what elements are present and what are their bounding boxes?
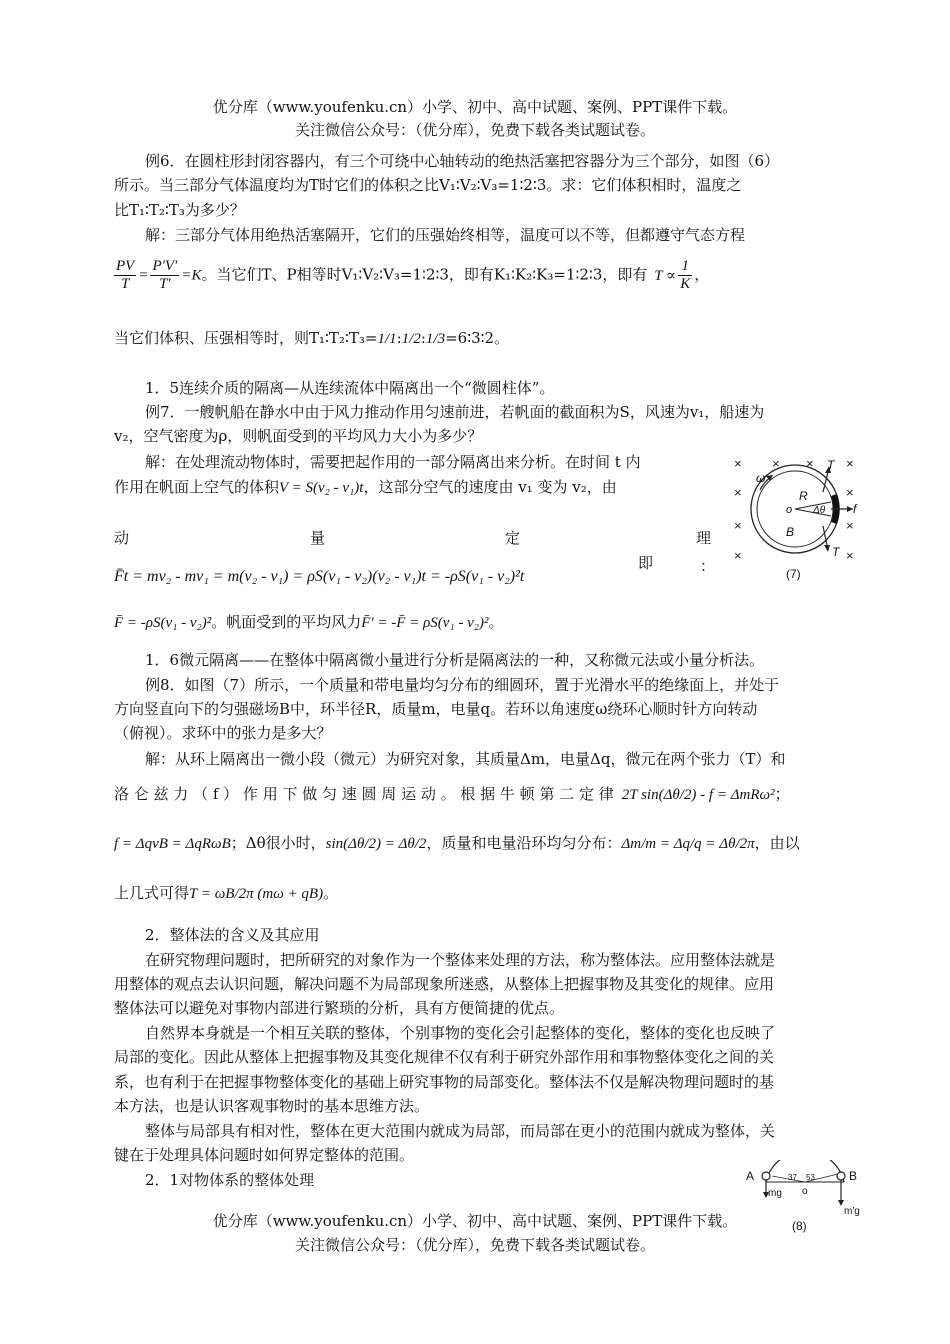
sec-1-5-title: 1．5连续介质的隔离—从连续流体中隔离出一个“微圆柱体”。 [145,379,555,397]
sec2-p3-2: 键在于处理具体问题时如何界定整体的范围。 [114,1146,415,1164]
ex6-solution-2: 。当它们T、P相等时V₁∶V₂∶V₃=1∶2∶3，即有K₁∶K₂∶K₃=1∶2∶3，即有 [201,265,648,284]
field-cross: × [846,548,854,563]
sec2-p2-2: 局部的变化。因此从整体上把握事物及其变化规律不仅有利于研究外部作用和事物整体变化之间的关 [114,1048,775,1066]
footer-line-1: 优分库（www.youfenku.cn）小学、初中、高中试题、案例、PPT课件下载。 [212,1212,738,1230]
lorentz-eq: f = ΔqvB = ΔqRωB [114,836,231,852]
sec-2-title: 2．整体法的含义及其应用 [145,926,320,944]
label-omega: ω [756,471,766,485]
ex7-solution-1: 解：在处理流动物体时，需要把起作用的一部分隔离出来分析。在时间 t 内 [145,453,641,471]
label-o: o [802,1186,808,1197]
ex7-s4: 。帆面受到的平均风力 [211,613,362,631]
ex8-solution-3 [114,833,800,854]
semicircle-track [766,1160,844,1182]
ex7-s4end: 。 [488,613,504,631]
ex6-s3a: 当它们体积、压强相等时，则T₁∶T₂∶T₃= [114,329,378,347]
ball-b [837,1172,845,1180]
ex6-line-3: 比T₁∶T₂∶T₃为多少？ [114,201,245,219]
ratio-1: 1/1 [377,331,397,347]
label-o: o [786,504,793,516]
ex7-s3-3: 定 [505,529,521,547]
ex8-s4a: 上几式可得 [114,884,190,902]
eq-pv-prime: P′V′ [152,258,178,274]
field-cross: × [846,456,854,471]
label-mpg: m′g [844,1206,860,1217]
eq-t-prime: T′ [159,276,171,292]
label-r: R [799,489,808,503]
ex6-line-1: 例6．在圆柱形封闭容器内，有三个可绕中心轴转动的绝热活塞把容器分为三个部分，如图（6） [145,152,780,170]
label-mg: mg [768,1188,782,1199]
angle-53: 53 [806,1173,815,1182]
angle-37: 37 [788,1173,797,1182]
sec-1-6-title: 1．6微元隔离——在整体中隔离微小量进行分析是隔离法的一种，又称微元法或小量分析法。 [145,651,765,669]
ex8-line-1: 例8．如图（7）所示，一个质量和带电量均匀分布的细圆环，置于光滑水平的绝缘面上，并处于 [145,676,780,694]
tension-result: T = ωB/2π (mω + qB) [189,886,324,902]
eq-pv: PV [116,258,135,274]
header-line-1: 优分库（www.youfenku.cn）小学、初中、高中试题、案例、PPT课件下载。 [212,98,738,116]
label-a: A [746,1169,755,1183]
ex7-s3-4: 理 [696,529,712,547]
ratio-2: 1/2 [401,331,421,347]
ex8-solution-2 [114,784,790,805]
ex6-solution-1: 解：三部分气体用绝热活塞隔开，它们的压强始终相等，温度可以不等，但都遵守气态方程 [145,226,746,244]
sec2-p2-1: 自然界本身就是一个相互关联的整体，个别事物的变化会引起整体的变化，整体的变化也反映了 [145,1024,776,1042]
field-cross: × [806,456,814,471]
field-cross: × [846,518,854,533]
ex6-gas-equation: $\frac{PV}{T}$ = $\frac{P'V'}{T'}$ =K。当它们T、P相等时V₁∶V₂∶V₃=1∶2∶3，即有K₁∶K₂∶K₃=1∶2∶3，即有 T ∝ $\frac{1}{K}$ ， [116,258,710,292]
label-f: f [853,502,857,516]
ex8-s4b: 。 [323,884,339,902]
ex7-s3-2: 量 [310,529,326,547]
field-cross: × [846,485,854,500]
ball-a [762,1172,770,1180]
ex6-solution-3: 当它们体积、压强相等时，则T₁∶T₂∶T₃=1/1:1/2:1/3=6∶3∶2。 [114,329,510,347]
ex7-eq1-tail: 即 [638,554,654,572]
label-dtheta: Δθ [813,505,826,516]
arrowhead-icon [824,545,830,552]
ex7-s3-1: 动 [114,529,130,547]
sail-force-eq: F̄′ = -F̄ = ρS(v₁ - v₂)² [361,615,489,631]
ex8-s2end: ； [774,785,790,803]
volume-eq: V = S(v₂ - v₁)t [279,480,364,496]
ex7-line-2: v₂，空气密度为ρ，则帆面受到的平均风力大小为多少？ [114,427,483,445]
ex7-solution-4 [114,612,504,633]
ex6-s3b: =6∶3∶2。 [445,329,510,347]
field-cross: × [734,485,742,500]
eq-t: T [120,276,130,292]
momentum-equation: F̄t = mv₂ - mv₁ = m(v₂ - v₁) = ρS(v₁ - v₂)(v₂ - v₁)t = -ρS(v₁ - v₂)²t [114,568,525,585]
small-angle-eq: sin(Δθ/2) = Δθ/2 [325,836,427,852]
ex8-line-2: 方向竖直向下的匀强磁场B中，环半径R，质量m，电量q。若环以角速度ω绕环心顺时针方向转动 [114,700,758,718]
ex7-solution-2 [114,477,617,498]
field-cross: × [734,518,742,533]
sec2-p1-3: 整体法可以避免对事物内部进行繁琐的分析，具有方便简捷的优点。 [114,999,565,1017]
prop-num: 1 [678,258,692,276]
field-cross: × [734,548,742,563]
ex8-s3c: ，由以 [754,834,800,852]
ex8-line-3: （俯视）。求环中的张力是多大？ [114,724,332,742]
ex8-s2: 洛 仑 兹 力 （ f ） 作 用 下 做 匀 速 圆 周 运 动 。 根 据 牛 顿 第 二 定 律 [114,785,614,803]
figure-7-caption: (7) [786,567,801,581]
ex8-solution-4 [114,883,338,904]
eq-k: =K [181,267,202,284]
avg-force-eq: F̄ = -ρS(v₁ - v₂)² [114,615,212,631]
label-t-top: T [827,458,835,472]
sec2-p2-3: 系，也有利于在把握事物整体变化的基础上研究事物的局部变化。整体法不仅是解决物理问题时的基 [114,1073,775,1091]
label-b: B [849,1169,858,1183]
label-t-bottom: T [832,545,840,559]
figure-8 [740,1160,870,1240]
sec2-p3-1: 整体与局部具有相对性，整体在更大范围内就成为局部，而局部在更小的范围内就成为整体，关 [145,1122,776,1140]
sec2-p1-1: 在研究物理问题时，把所研究的对象作为一个整体来处理的方法，称为整体法。应用整体法就是 [145,951,776,969]
header-line-2: 关注微信公众号：（优分库），免费下载各类试题试卷。 [294,121,655,139]
ex7-s3-5: ： [700,557,716,575]
ratio-3: 1/3 [425,331,446,347]
prop-den: K [680,276,691,292]
ex8-s3a: ；Δθ很小时， [230,834,326,852]
ex7-line-1: 例7．一艘帆船在静水中由于风力推动作用匀速前进，若帆面的截面积为S，风速为v₁，船速为 [145,403,765,421]
field-cross: × [772,456,780,471]
field-cross: × [734,456,742,471]
footer-line-2: 关注微信公众号：（优分库），免费下载各类试题试卷。 [294,1236,655,1254]
label-b: B [786,525,795,539]
sec-2-1-title: 2．1对物体系的整体处理 [145,1171,315,1189]
sec2-p2-4: 本方法，也是认识客观事物时的基本思维方法。 [114,1097,430,1115]
distribution-eq: Δm/m = Δq/q = Δθ/2π [621,836,755,852]
newton-eq: 2T sin(Δθ/2) - f = ΔmRω² [621,787,775,803]
figure-8-caption: (8) [792,1219,807,1233]
ex6-line-2: 所示。当三部分气体温度均为T时它们的体积之比V₁∶V₂∶V₃=1∶2∶3。求：它们体积相时，温度之 [114,176,742,194]
ex8-solution-1: 解：从环上隔离出一微小段（微元）为研究对象，其质量Δm，电量Δq，微元在两个张力（T）和 [145,750,786,768]
ex8-s3b: ，质量和电量沿环均匀分布： [426,834,622,852]
figure-7 [728,452,863,587]
ex7-s2a: 作用在帆面上空气的体积 [114,478,280,496]
ex7-s2b: ，这部分空气的速度由 v₁ 变为 v₂，由 [363,478,617,496]
sec2-p1-2: 用整体的观点去认识问题，解决问题不为局部现象所迷惑，从整体上把握事物及其变化的规律。应用 [114,975,775,993]
prop-symbol: T ∝ [654,267,677,284]
